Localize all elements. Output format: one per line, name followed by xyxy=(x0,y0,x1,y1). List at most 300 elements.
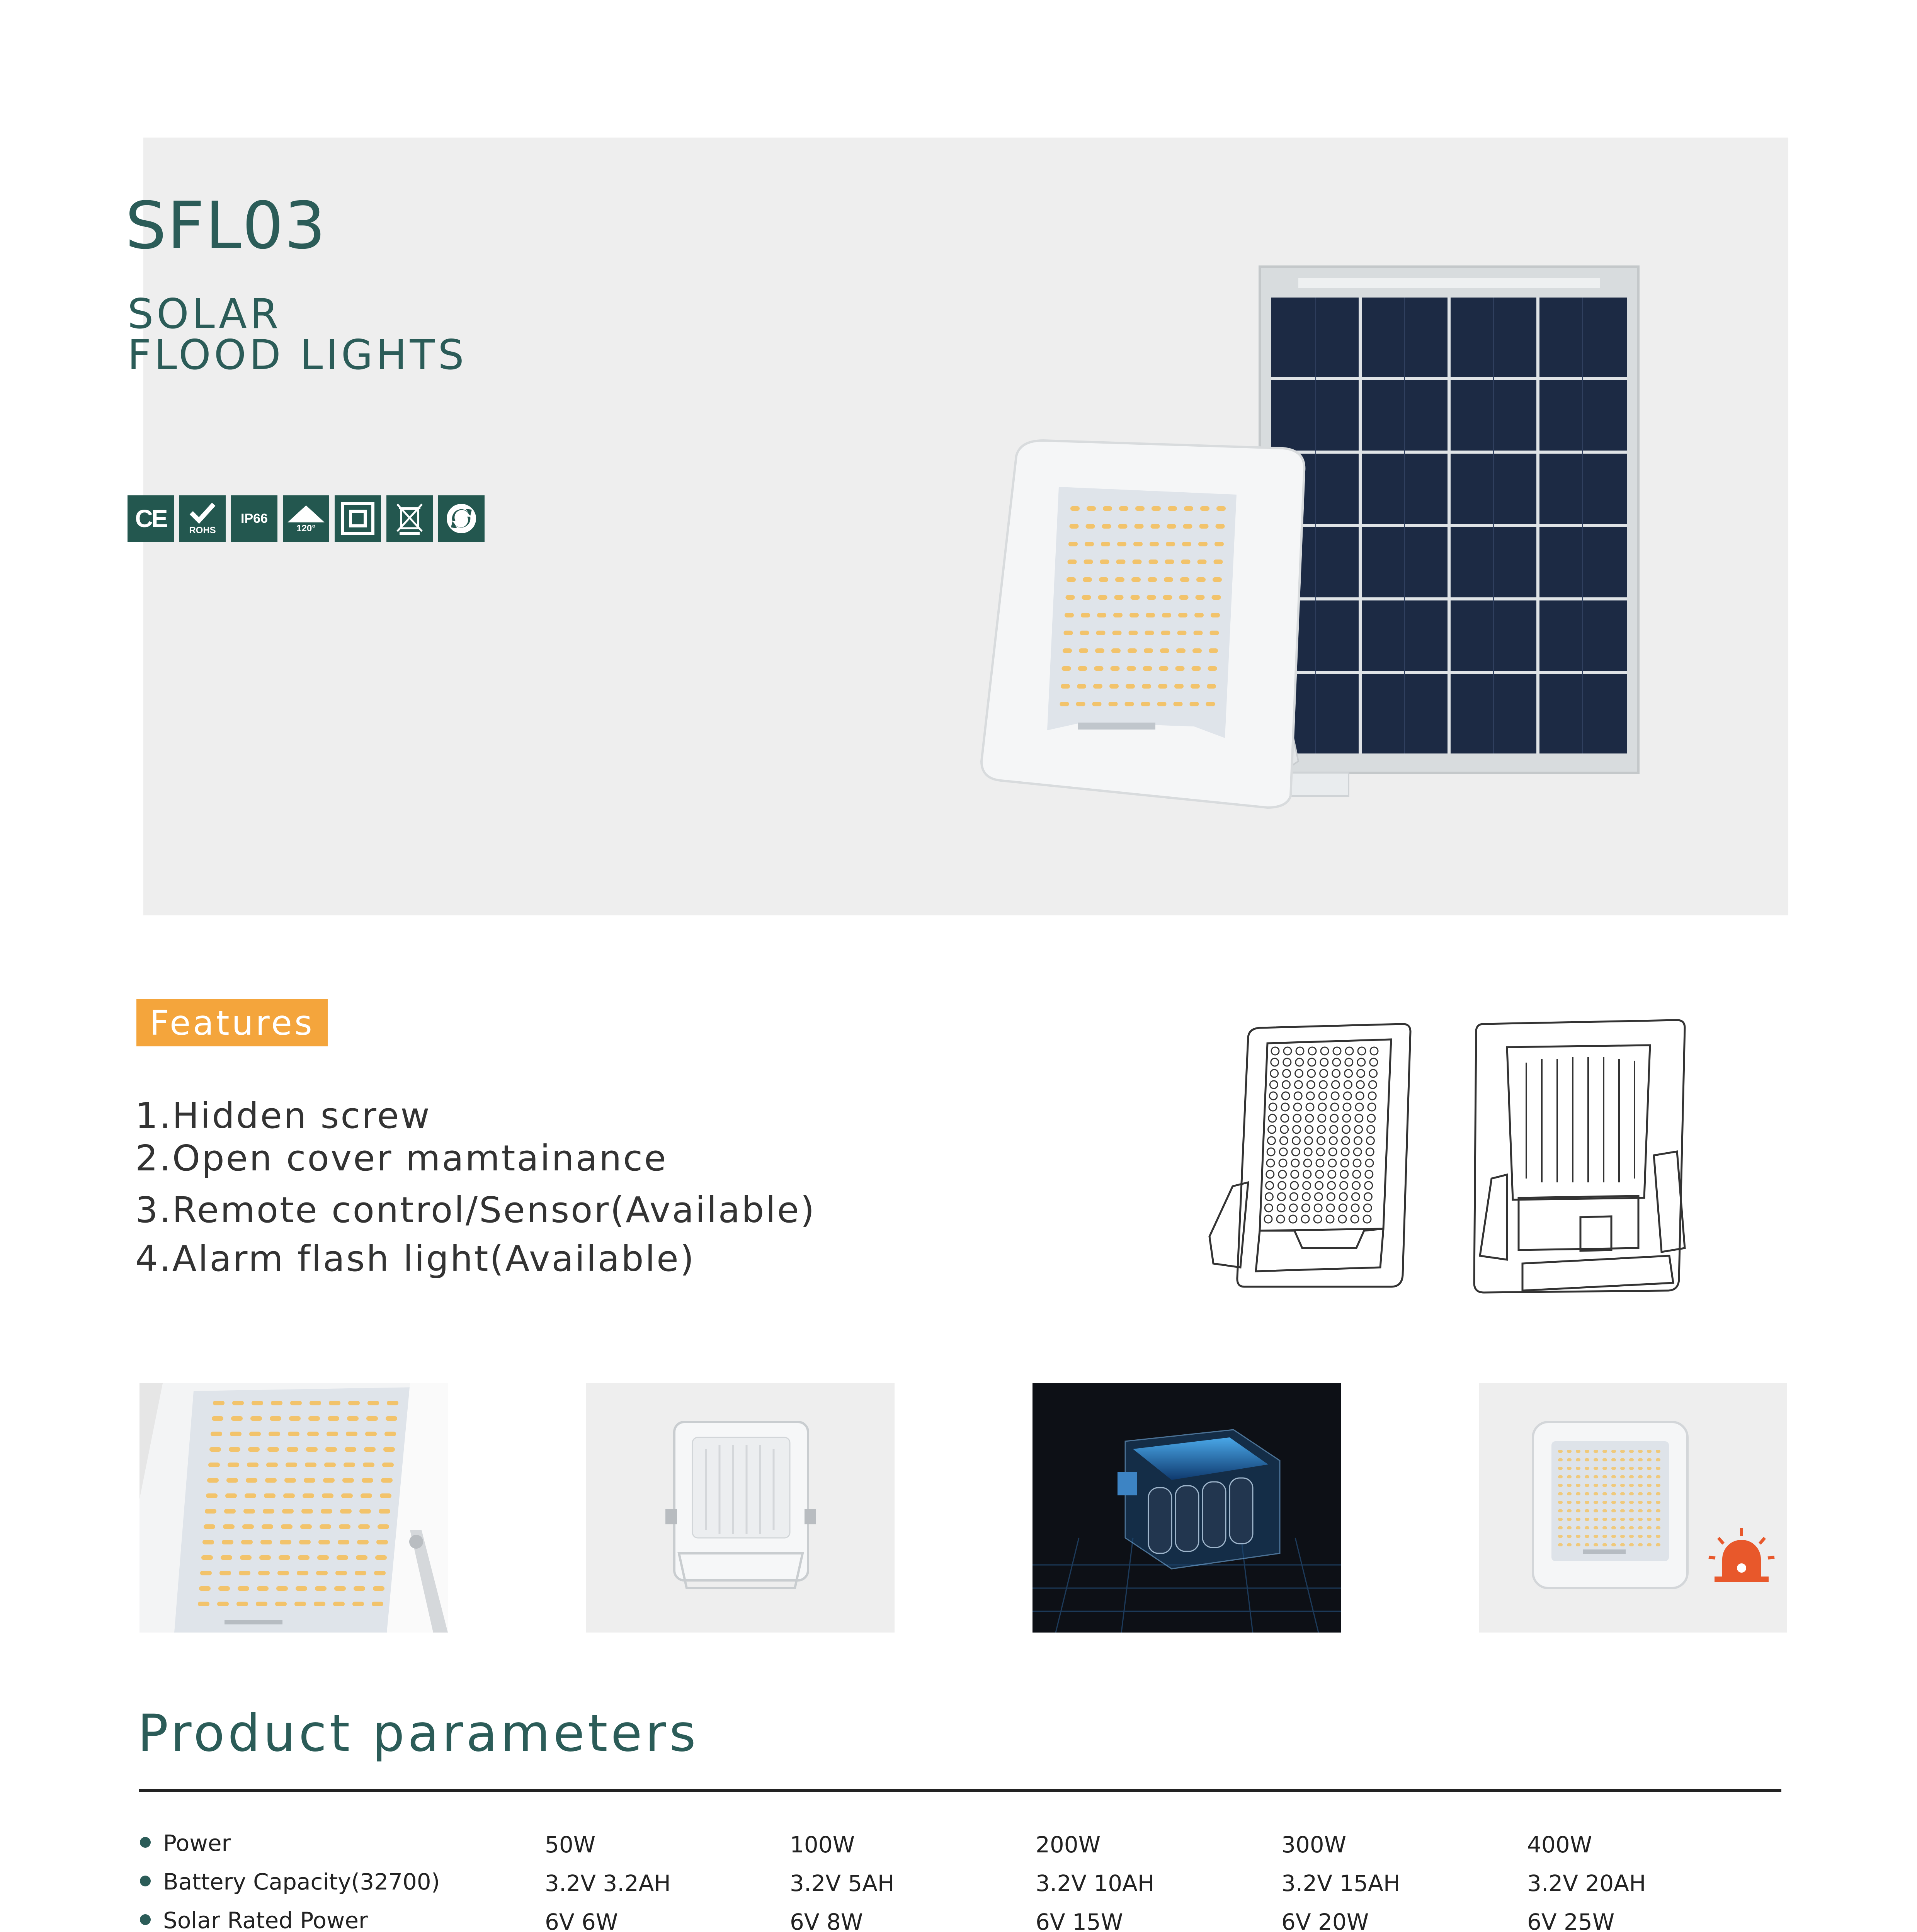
section-divider xyxy=(139,1789,1781,1792)
led-outline xyxy=(1308,1058,1316,1066)
led-outline xyxy=(1369,1081,1376,1088)
led-outline xyxy=(1366,1148,1374,1156)
led-outline xyxy=(1367,1126,1375,1133)
led-dot xyxy=(1558,1543,1563,1546)
led-dot xyxy=(1150,542,1159,546)
led-dot xyxy=(1647,1535,1652,1538)
flood-light xyxy=(981,440,1304,808)
led-dot xyxy=(345,1447,356,1452)
product-title-line2: FLOOD LIGHTS xyxy=(128,331,467,379)
led-outline xyxy=(1354,1148,1361,1156)
led-dot xyxy=(252,1401,263,1405)
led-dot xyxy=(202,1540,214,1544)
led-outline xyxy=(1306,1103,1314,1111)
led-dot xyxy=(364,1447,376,1452)
led-outline xyxy=(1342,1126,1350,1133)
led-outline xyxy=(1366,1137,1374,1145)
led-dot xyxy=(1084,560,1093,564)
param-label: Solar Rated Power xyxy=(163,1907,368,1932)
led-dot xyxy=(1567,1492,1572,1495)
led-dot xyxy=(260,1540,272,1544)
led-dot xyxy=(270,1416,281,1421)
led-outline xyxy=(1344,1092,1351,1100)
led-outline xyxy=(1283,1070,1291,1077)
led-dot xyxy=(318,1540,330,1544)
led-dot xyxy=(1638,1458,1643,1461)
led-dot xyxy=(341,1493,353,1498)
led-dot xyxy=(387,1401,398,1405)
led-dot xyxy=(1638,1475,1643,1478)
led-dot xyxy=(1656,1518,1660,1521)
led-dot xyxy=(263,1509,274,1514)
led-dot xyxy=(1216,506,1226,511)
led-dot xyxy=(264,1493,276,1498)
led-dot xyxy=(1109,702,1118,706)
led-dot xyxy=(1168,506,1177,511)
led-dot xyxy=(300,1524,312,1529)
led-dot xyxy=(1647,1526,1652,1529)
led-dot xyxy=(1192,666,1201,671)
led-outline xyxy=(1269,1103,1277,1111)
led-dot xyxy=(1620,1543,1625,1546)
led-outline xyxy=(1341,1148,1349,1156)
led-dot xyxy=(241,1540,253,1544)
led-dot xyxy=(1558,1492,1563,1495)
certification-row xyxy=(128,495,485,542)
led-dot xyxy=(1620,1518,1625,1521)
led-dot xyxy=(1656,1543,1660,1546)
led-dot xyxy=(352,1602,364,1606)
feature-item: 4.Alarm flash light(Available) xyxy=(135,1238,696,1279)
bullet-icon xyxy=(140,1837,151,1848)
led-dot xyxy=(1647,1518,1652,1521)
led-dot xyxy=(1594,1518,1598,1521)
led-dot xyxy=(1611,1467,1616,1470)
led-dot xyxy=(225,1493,237,1498)
thumb-led-closeup xyxy=(139,1383,448,1633)
led-dot xyxy=(1567,1526,1572,1529)
led-dot xyxy=(246,1478,257,1483)
led-outline xyxy=(1354,1137,1362,1145)
led-dot xyxy=(243,1509,255,1514)
led-dot xyxy=(1656,1467,1660,1470)
led-dot xyxy=(250,1416,262,1421)
led-dot xyxy=(1585,1492,1589,1495)
param-value: 6V 8W xyxy=(790,1909,863,1932)
led-dot xyxy=(1611,1458,1616,1461)
led-outline xyxy=(1291,1170,1299,1178)
led-dot xyxy=(242,1524,254,1529)
led-dot xyxy=(258,1571,270,1575)
led-dot xyxy=(1177,631,1187,635)
led-dot xyxy=(1141,702,1150,706)
led-dot xyxy=(1165,560,1174,564)
led-dot xyxy=(212,1416,223,1421)
led-dot xyxy=(1576,1475,1580,1478)
led-outline xyxy=(1327,1193,1335,1201)
led-outline xyxy=(1356,1092,1364,1100)
led-outline xyxy=(1267,1148,1275,1156)
led-dot xyxy=(286,1463,297,1467)
led-dot xyxy=(1576,1501,1580,1504)
led-dot xyxy=(229,1447,240,1452)
led-dot xyxy=(1585,1450,1589,1453)
led-dot xyxy=(1611,1509,1616,1512)
led-dot xyxy=(1113,613,1123,617)
led-outline xyxy=(1314,1215,1322,1223)
led-dot xyxy=(1656,1492,1660,1495)
led-dot xyxy=(1594,1501,1598,1504)
led-dot xyxy=(333,1602,345,1606)
led-outline xyxy=(1358,1047,1366,1055)
led-dot xyxy=(284,1478,296,1483)
led-dot xyxy=(1209,648,1218,653)
led-outline xyxy=(1280,1137,1288,1145)
led-dot xyxy=(200,1571,212,1575)
led-dot xyxy=(1558,1501,1563,1504)
led-outline xyxy=(1331,1092,1339,1100)
led-dot xyxy=(339,1524,350,1529)
led-dot xyxy=(279,1555,290,1560)
led-dot xyxy=(1558,1458,1563,1461)
led-outline xyxy=(1342,1137,1349,1145)
led-dot xyxy=(1585,1475,1589,1478)
led-dot xyxy=(1567,1458,1572,1461)
led-outline xyxy=(1315,1193,1322,1201)
thumb-alarm-light xyxy=(1479,1383,1787,1633)
led-dot xyxy=(1647,1475,1652,1478)
led-dot xyxy=(1118,524,1128,529)
led-outline xyxy=(1353,1170,1361,1178)
led-dot xyxy=(386,1416,397,1421)
led-dot xyxy=(1133,560,1142,564)
rohs-check-icon: ROHS xyxy=(179,495,226,542)
param-value: 400W xyxy=(1527,1832,1592,1858)
led-dot xyxy=(1162,613,1171,617)
led-dot xyxy=(1183,524,1192,529)
param-value: 50W xyxy=(545,1832,596,1858)
led-dot xyxy=(376,1540,388,1544)
led-dot xyxy=(1144,648,1153,653)
led-dot xyxy=(294,1602,306,1606)
led-dot xyxy=(1149,560,1158,564)
led-dot xyxy=(384,1432,396,1436)
led-outline xyxy=(1339,1193,1347,1201)
led-dot xyxy=(236,1602,248,1606)
led-dot xyxy=(1207,684,1216,689)
bullet-icon xyxy=(140,1876,151,1886)
led-outline xyxy=(1326,1215,1334,1223)
led-dot xyxy=(1576,1492,1580,1495)
led-dot xyxy=(1161,631,1170,635)
led-outline xyxy=(1319,1081,1327,1088)
led-dot xyxy=(289,1416,301,1421)
param-value: 6V 15W xyxy=(1036,1909,1123,1932)
front-line-drawing xyxy=(1202,1020,1418,1298)
led-dot xyxy=(1117,542,1126,546)
led-outline xyxy=(1364,1204,1371,1212)
led-dot xyxy=(267,1447,279,1452)
led-dot xyxy=(354,1586,365,1591)
led-dot xyxy=(1200,506,1209,511)
led-dot xyxy=(206,1493,218,1498)
led-outline xyxy=(1267,1137,1275,1145)
led-dot xyxy=(327,1432,338,1436)
led-dot xyxy=(247,1463,259,1467)
led-dot xyxy=(249,1432,261,1436)
led-dot xyxy=(1576,1518,1580,1521)
led-dot xyxy=(1620,1501,1625,1504)
led-dot xyxy=(1656,1509,1660,1512)
led-outline xyxy=(1293,1114,1301,1122)
led-outline xyxy=(1370,1058,1378,1066)
led-dot xyxy=(1594,1543,1598,1546)
led-outline xyxy=(1317,1148,1324,1156)
led-dot xyxy=(1611,1501,1616,1504)
led-dot xyxy=(1146,613,1155,617)
led-dot xyxy=(374,1571,386,1575)
led-dot xyxy=(348,1401,360,1405)
led-outline xyxy=(1282,1081,1290,1088)
led-dot xyxy=(1558,1467,1563,1470)
led-dot xyxy=(1611,1475,1616,1478)
led-outline xyxy=(1330,1114,1338,1122)
led-outline xyxy=(1340,1170,1348,1178)
led-outline xyxy=(1303,1170,1311,1178)
led-dot xyxy=(1131,595,1140,600)
led-dot xyxy=(375,1555,387,1560)
led-dot xyxy=(1620,1526,1625,1529)
led-dot xyxy=(329,1401,340,1405)
led-dot xyxy=(257,1586,269,1591)
led-outline xyxy=(1356,1103,1363,1111)
led-outline xyxy=(1278,1182,1286,1189)
led-outline xyxy=(1318,1126,1325,1133)
led-dot xyxy=(256,1602,267,1606)
led-outline xyxy=(1316,1170,1323,1178)
led-dot xyxy=(201,1555,213,1560)
led-outline xyxy=(1353,1159,1361,1167)
led-dot xyxy=(276,1586,288,1591)
led-outline xyxy=(1340,1182,1348,1189)
led-dot xyxy=(262,1524,273,1529)
led-dot xyxy=(1602,1501,1607,1504)
led-dot xyxy=(1086,524,1095,529)
led-outline xyxy=(1333,1058,1340,1066)
led-outline xyxy=(1321,1047,1328,1055)
led-outline xyxy=(1317,1137,1325,1145)
led-dot xyxy=(280,1540,291,1544)
led-dot xyxy=(1184,506,1193,511)
led-dot xyxy=(361,1493,372,1498)
led-outline xyxy=(1292,1137,1300,1145)
led-outline xyxy=(1271,1058,1279,1066)
led-dot xyxy=(1567,1543,1572,1546)
led-dot xyxy=(1096,631,1106,635)
led-dot xyxy=(1647,1509,1652,1512)
led-outline xyxy=(1296,1058,1303,1066)
led-dot xyxy=(1214,560,1223,564)
led-dot xyxy=(240,1555,252,1560)
led-dot xyxy=(1629,1467,1634,1470)
led-outline xyxy=(1290,1193,1298,1201)
led-dot xyxy=(1620,1475,1625,1478)
led-outline xyxy=(1328,1170,1336,1178)
led-dot xyxy=(1166,542,1175,546)
led-dot xyxy=(221,1555,232,1560)
led-dot xyxy=(266,1463,278,1467)
led-dot xyxy=(1629,1475,1634,1478)
led-outline xyxy=(1294,1092,1302,1100)
param-value: 6V 20W xyxy=(1281,1909,1369,1932)
led-dot xyxy=(308,1416,320,1421)
feature-item: 1.Hidden screw xyxy=(135,1095,431,1136)
led-dot xyxy=(217,1602,229,1606)
led-outline xyxy=(1368,1103,1376,1111)
recycle-icon xyxy=(438,495,485,542)
led-dot xyxy=(1638,1509,1643,1512)
led-dot xyxy=(287,1447,298,1452)
led-dot xyxy=(1064,631,1073,635)
led-dot xyxy=(1208,666,1217,671)
led-dot xyxy=(1576,1484,1580,1487)
led-dot xyxy=(1119,506,1128,511)
param-value: 3.2V 10AH xyxy=(1036,1870,1155,1896)
led-outline xyxy=(1330,1126,1338,1133)
led-outline xyxy=(1332,1081,1339,1088)
led-dot xyxy=(1062,666,1071,671)
led-dot xyxy=(1076,702,1085,706)
led-dot xyxy=(1102,524,1111,529)
led-dot xyxy=(1558,1484,1563,1487)
led-dot xyxy=(355,1571,366,1575)
led-outline xyxy=(1357,1058,1365,1066)
led-dot xyxy=(1158,684,1167,689)
led-dot xyxy=(230,1432,242,1436)
led-outline xyxy=(1264,1215,1272,1223)
led-outline xyxy=(1332,1070,1340,1077)
led-dot xyxy=(1602,1458,1607,1461)
led-dot xyxy=(1629,1501,1634,1504)
led-dot xyxy=(299,1540,311,1544)
led-dot xyxy=(1656,1475,1660,1478)
led-outline xyxy=(1294,1081,1302,1088)
led-outline xyxy=(1366,1159,1373,1167)
led-dot xyxy=(1212,595,1221,600)
led-dot xyxy=(1567,1535,1572,1538)
led-outline xyxy=(1277,1204,1285,1212)
led-dot xyxy=(1585,1543,1589,1546)
led-dot xyxy=(1194,613,1204,617)
led-dot xyxy=(1070,506,1080,511)
led-dot xyxy=(1128,648,1137,653)
led-dot xyxy=(315,1586,327,1591)
led-dot xyxy=(322,1493,333,1498)
param-value: 6V 25W xyxy=(1527,1909,1615,1932)
led-outline xyxy=(1314,1204,1322,1212)
led-dot xyxy=(223,1524,235,1529)
led-dot xyxy=(198,1602,209,1606)
led-dot xyxy=(379,1509,390,1514)
thumb-battery-circuit xyxy=(1032,1383,1341,1633)
led-dot xyxy=(1594,1475,1598,1478)
led-outline xyxy=(1351,1204,1359,1212)
led-dot xyxy=(245,1493,256,1498)
led-dot xyxy=(1567,1501,1572,1504)
led-dot xyxy=(1214,542,1224,546)
led-dot xyxy=(1100,560,1109,564)
led-outline xyxy=(1303,1182,1311,1189)
led-dot xyxy=(373,1586,384,1591)
led-dot xyxy=(1638,1518,1643,1521)
param-value: 200W xyxy=(1036,1832,1101,1858)
led-dot xyxy=(1594,1467,1598,1470)
led-dot xyxy=(366,1416,378,1421)
led-dot xyxy=(219,1571,231,1575)
led-outline xyxy=(1328,1159,1336,1167)
led-dot xyxy=(1174,702,1183,706)
led-dot xyxy=(367,1401,379,1405)
led-dot xyxy=(1611,1526,1616,1529)
led-dot xyxy=(1129,613,1139,617)
led-outline xyxy=(1345,1058,1353,1066)
led-dot xyxy=(320,1524,331,1529)
led-outline xyxy=(1277,1215,1284,1223)
led-outline xyxy=(1355,1126,1362,1133)
led-dot xyxy=(347,1416,359,1421)
led-dot xyxy=(1192,648,1202,653)
led-outline xyxy=(1289,1204,1297,1212)
led-dot xyxy=(1098,595,1107,600)
led-dot xyxy=(328,1416,339,1421)
led-outline xyxy=(1365,1170,1373,1178)
led-dot xyxy=(205,1509,216,1514)
led-dot xyxy=(317,1555,329,1560)
led-dot xyxy=(1638,1484,1643,1487)
led-outline xyxy=(1369,1070,1377,1077)
led-outline xyxy=(1345,1047,1353,1055)
led-dot xyxy=(321,1509,332,1514)
led-dot xyxy=(303,1493,314,1498)
led-dot xyxy=(1558,1526,1563,1529)
led-dot xyxy=(1567,1484,1572,1487)
led-dot xyxy=(288,1432,299,1436)
param-label: Power xyxy=(163,1830,231,1856)
led-dot xyxy=(1602,1492,1607,1495)
led-dot xyxy=(1594,1484,1598,1487)
led-dot xyxy=(213,1401,225,1405)
led-dot xyxy=(340,1509,352,1514)
led-dot xyxy=(304,1478,315,1483)
led-outline xyxy=(1352,1182,1360,1189)
led-outline xyxy=(1266,1182,1274,1189)
led-dot xyxy=(1198,542,1208,546)
parameters-table xyxy=(139,1828,1762,1932)
ce-mark-icon: CE xyxy=(128,495,174,542)
param-value: 3.2V 15AH xyxy=(1281,1870,1400,1896)
led-dot xyxy=(298,1555,310,1560)
led-dot xyxy=(359,1509,371,1514)
led-dot xyxy=(1068,542,1078,546)
led-dot xyxy=(301,1509,313,1514)
led-dot xyxy=(1647,1450,1652,1453)
led-dot xyxy=(1594,1458,1598,1461)
led-dot xyxy=(226,1478,238,1483)
param-value: 3.2V 20AH xyxy=(1527,1870,1646,1896)
led-dot xyxy=(1190,702,1199,706)
led-dot xyxy=(1080,631,1089,635)
led-dot xyxy=(1081,613,1090,617)
